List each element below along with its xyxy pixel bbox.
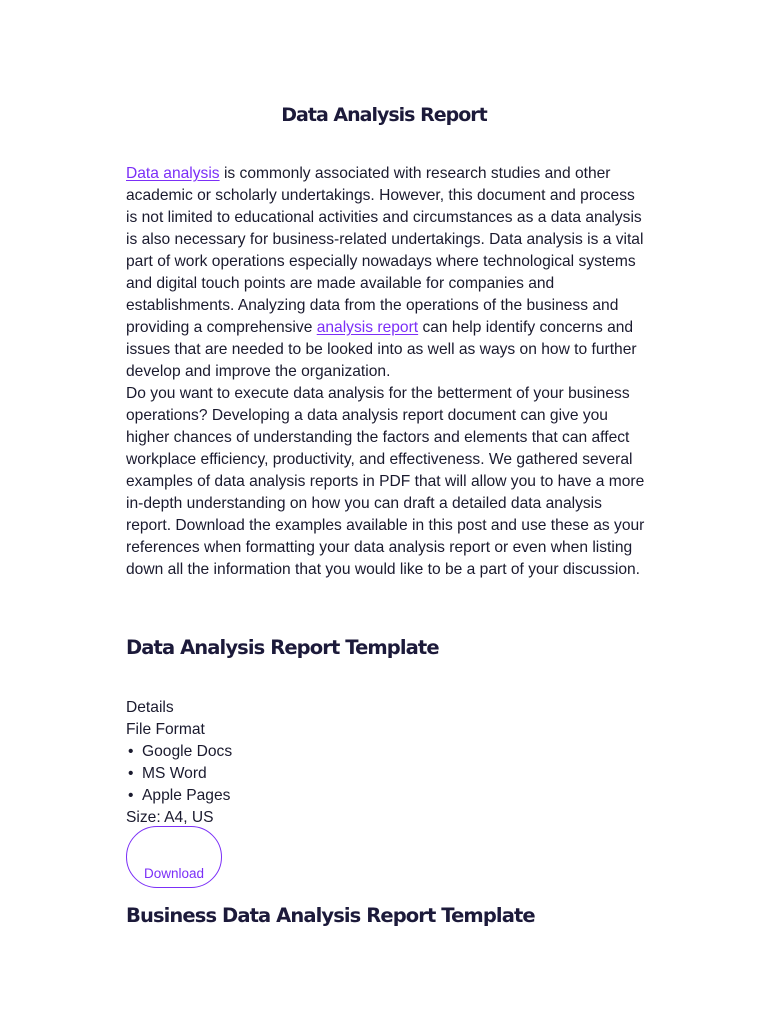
file-format-ms-word: MS Word (142, 765, 207, 782)
file-format-label: File Format (126, 721, 205, 738)
template-details (126, 697, 232, 829)
intro-text-part-1: is commonly associated with research studies and other academic or scholarly undertakings. However, this document and process is not limited to educational activities and circumstances as a data analysis is also necessary for business-related undertakings. Data analysis is a vital part of work operations especially nowadays where technological systems and digital touch points are made available for companies and establishments. Analyzing data from the operations of the business and providing a comprehensive (126, 165, 644, 336)
template-section-heading: Data Analysis Report Template (126, 636, 439, 659)
data-analysis-link[interactable]: Data analysis (126, 165, 220, 182)
intro-text (126, 163, 646, 581)
bullet-icon: • (128, 743, 134, 760)
download-button[interactable]: Download (126, 826, 222, 888)
business-section-heading: Business Data Analysis Report Template (126, 904, 535, 927)
intro-paragraph-1 (126, 163, 646, 383)
analysis-report-link[interactable]: analysis report (316, 319, 419, 336)
size-info: Size: A4, US (126, 809, 214, 826)
intro-paragraph-2: Do you want to execute data analysis for the betterment of your business operations? Developing a data analysis report document can give you higher chances of understanding the factors and elements that can affect workplace efficiency, productivity, and effectiveness. We gathered several examples of data analysis reports in PDF that will allow you to have a more in-depth understanding on how you can draft a detailed data analysis report. Download the examples available in this post and use these as your references when formatting your data analysis report or even when listing down all the information that you would like to be a part of your discussion. (126, 385, 645, 578)
file-format-google-docs: Google Docs (142, 743, 233, 760)
bullet-icon: • (128, 765, 134, 782)
page-title: Data Analysis Report (281, 104, 487, 126)
file-format-apple-pages: Apple Pages (142, 787, 231, 804)
file-format-item (126, 785, 232, 807)
bullet-icon: • (128, 787, 134, 804)
file-format-item (126, 763, 232, 785)
file-format-item (126, 741, 232, 763)
details-label: Details (126, 699, 174, 716)
file-format-list (126, 741, 232, 807)
intro-text-part-2: can help identify concerns and issues that are needed to be looked into as well as ways on how to further develop and improve the organization. (126, 319, 637, 380)
